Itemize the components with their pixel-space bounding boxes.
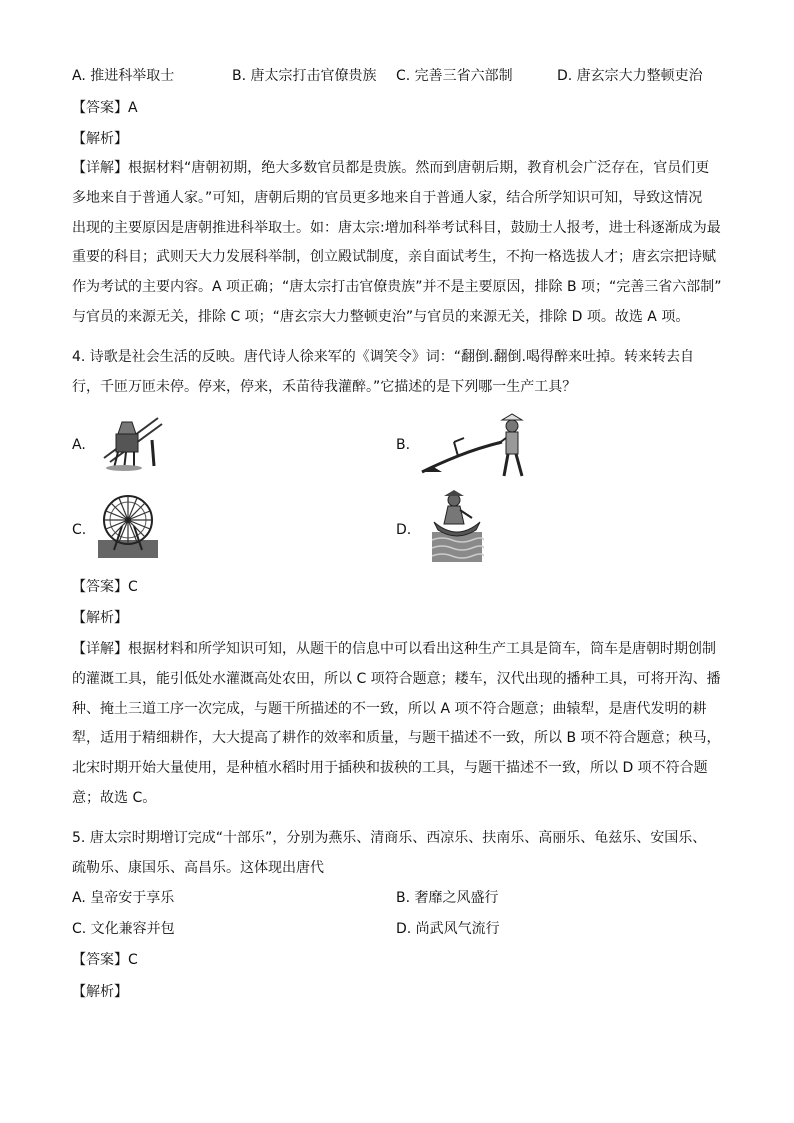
q4-option-b-label: B. [396,437,411,453]
q3-option-a: A. 推进科举取士 [72,68,175,84]
q4-detail-line: 北宋时期开始大量使用，是种植水稻时用于插秧和拔秧的工具，与题干描述不一致，所以 D 项不符合题 [72,760,708,777]
q3-option-b: B. 唐太宗打击官僚贵族 [232,68,377,84]
q5-option-a: A. 皇帝安于享乐 [72,890,175,906]
q4-option-a-label: A. [72,437,86,453]
q3-detail-line: 多地来自于普通人家。”可知，唐朝后期的官员更多地来自于普通人家，结合所学知识可知，导致这情况 [72,189,703,206]
q5-option-d: D. 尚武风气流行 [396,921,500,937]
q4-analysis-label: 【解析】 [72,610,128,626]
q3-answer: 【答案】A [72,100,138,116]
q5-answer: 【答案】C [72,952,138,968]
q3-option-d: D. 唐玄宗大力整顿吏治 [557,68,703,84]
q5-option-c: C. 文化兼容并包 [72,921,175,937]
q3-detail-line: 【详解】根据材料“唐朝初期，绝大多数官员都是贵族。然而到唐朝后期，教育机会广泛存在，官员们更 [72,160,710,176]
q5-stem-line: 疏勒乐、康国乐、高昌乐。这体现出唐代 [72,859,324,876]
q3-detail-line: 作为考试的主要内容。A 项正确；“唐太宗打击官僚贵族”并不是主要原因，排除 B 项；“完善三省六部制” [72,279,722,296]
plough-image [418,412,532,480]
water-wheel-image [96,490,160,560]
q4-detail-line: 的灌溉工具，能引低处水灌溉高处农田，所以 C 项符合题意；耧车，汉代出现的播种工具，可将开沟、播 [72,670,721,687]
q4-option-d-label: D. [396,522,412,538]
q3-analysis-label: 【解析】 [72,131,128,147]
seed-drill-image [96,410,166,472]
q4-stem [72,343,724,403]
q3-option-c: C. 完善三省六部制 [396,68,513,84]
q5-analysis-label: 【解析】 [72,984,128,1000]
q5-stem [72,824,724,884]
q4-detail-line: 意；故选 C。 [72,789,157,806]
q4-stem-line: 行，千匝万匝未停。停来，停来，禾苗待我灌醉。”它描述的是下列哪一生产工具？ [72,378,577,395]
q4-detail-line: 【详解】根据材料和所学知识可知，从题干的信息中可以看出这种生产工具是筒车，筒车是唐朝时期创制 [72,641,716,657]
q4-answer: 【答案】C [72,579,138,595]
rice-transplanter-image [430,490,484,564]
q3-detail-line: 重要的科目；武则天大力发展科举制，创立殿试制度，亲自面试考生，不拘一格选拔人才；唐玄宗把诗赋 [72,249,716,266]
q3-detail-line: 与官员的来源无关，排除 C 项；“唐玄宗大力整顿吏治”与官员的来源无关，排除 D 项。故选 A 项。 [72,308,690,325]
q5-option-b: B. 奢靡之风盛行 [396,890,499,906]
q4-detail [72,635,724,814]
q4-stem-line: 4. 诗歌是社会生活的反映。唐代诗人徐来军的《调笑令》词：“翻倒.翻倒.喝得醉来吐掉。转来转去自 [72,349,694,365]
q4-detail-line: 种、掩土三道工序一次完成，与题干所描述的不一致，所以 A 项不符合题意；曲辕犁，是唐代发明的耕 [72,700,707,717]
q5-stem-line: 5. 唐太宗时期增订完成“十部乐”，分别为燕乐、清商乐、西凉乐、扶南乐、高丽乐、龟兹乐、安国乐、 [72,830,707,846]
q4-detail-line: 犁，适用于精细耕作，大大提高了耕作的效率和质量，与题干描述不一致，所以 B 项不符合题意；秧马， [72,730,721,747]
q3-detail-line: 出现的主要原因是唐朝推进科举取士。如：唐太宗:增加科举考试科目，鼓励士人报考，进士科逐渐成为最 [72,219,721,236]
q3-detail [72,154,724,333]
q4-option-c-label: C. [72,522,87,538]
